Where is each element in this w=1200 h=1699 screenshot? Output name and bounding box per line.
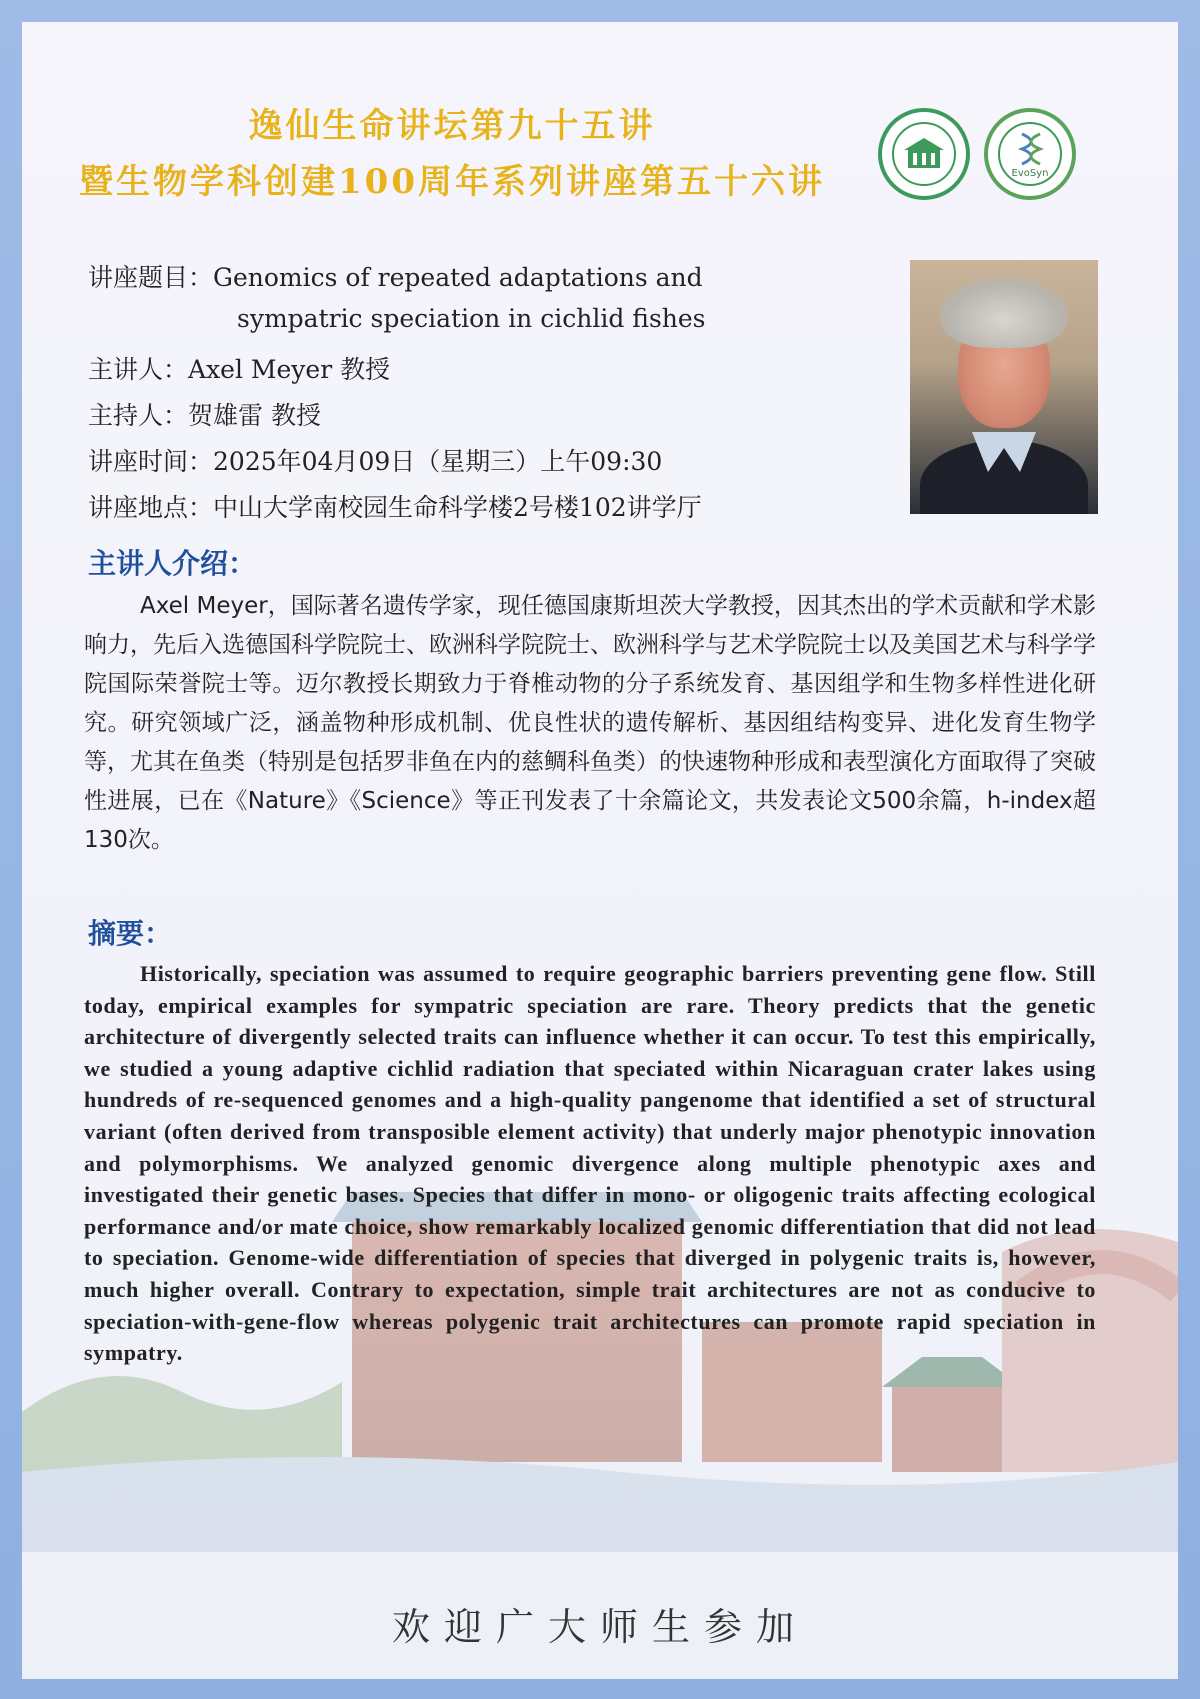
place-value: 中山大学南校园生命科学楼2号楼102讲学厅 (213, 493, 702, 522)
lecture-topic-row-2 (237, 304, 706, 333)
building-icon (904, 138, 944, 170)
place-label: 讲座地点： (88, 493, 214, 522)
speaker-row (88, 350, 390, 386)
photo-hair (940, 278, 1068, 348)
evosyn-center-seal-icon (984, 108, 1076, 200)
host-row (88, 396, 321, 432)
topic-label: 讲座题目： (88, 263, 214, 292)
time-row (88, 442, 662, 478)
topic-line2: sympatric speciation in cichlid fishes (237, 304, 706, 333)
host-value: 贺雄雷 教授 (188, 401, 321, 430)
school-of-life-sciences-seal-icon (878, 108, 970, 200)
speaker-bio-text: Axel Meyer，国际著名遗传学家，现任德国康斯坦茨大学教授，因其杰出的学术贡献和学术影响力，先后入选德国科学院院士、欧洲科学院院士、欧洲科学与艺术学院院士以及美国艺术与科学学院国际荣誉院士等。迈尔教授长期致力于脊椎动物的分子系统发育、基因组学和生物多样性进化研究。研究领域广泛，涵盖物种形成机制、优良性状的遗传解析、基因组结构变异、进化发育生物学等，尤其在鱼类（特别是包括罗非鱼在内的慈鲷科鱼类）的快速物种形成和表型演化方面取得了突破性进展，已在《Nature》《Science》等正刊发表了十余篇论文，共发表论文500余篇，h-index超130次。 (84, 593, 1096, 853)
lecture-series-title: 逸仙生命讲坛第九十五讲 (248, 106, 656, 146)
speaker-label: 主讲人： (88, 355, 189, 384)
topic-line1: Genomics of repeated adaptations and (213, 263, 703, 292)
place-row (88, 488, 702, 524)
host-label: 主持人： (88, 401, 189, 430)
welcome-footer: 欢迎广大师生参加 (391, 1605, 808, 1649)
time-label: 讲座时间： (88, 447, 214, 476)
dna-helix-icon (1018, 132, 1044, 166)
time-value: 2025年04月09日（星期三）上午09:30 (213, 447, 663, 476)
abstract-text: Historically, speciation was assumed to require geographic barriers preventing gene flow. Still today, empirical examples for sympatric speciation are rare. Theory predicts that the genetic architecture of divergently selected traits can influence whether it can occur. To test this empirically, we studied a young adaptive cichlid radiation that speciated within Nicaraguan crater lakes using hundreds of re-sequenced genomes and a high-quality pangenome that identified a set of structural variant (often derived from transposible element activity) that underly major phenotypic innovation and polymorphisms. We analyzed genomic divergence along multiple phenotypic axes and investigated their genetic bases. Species that differ in mono- or oligogenic traits affecting ecological performance and/or mate choice, show remarkably localized genomic differentiation that did not lead to speciation. Genome-wide differentiation of species that diverged in polygenic traits is, however, much higher overall. Contrary to expectation, simple trait architectures are not as conducive to speciation-with-gene-flow whereas polygenic trait architectures can promote rapid speciation in sympatry. (84, 961, 1096, 1366)
lecture-topic-row (88, 258, 703, 294)
speaker-photo (910, 260, 1098, 514)
speaker-intro-heading: 主讲人介绍： (88, 547, 257, 580)
speaker-value: Axel Meyer 教授 (188, 355, 391, 384)
abstract-heading: 摘要： (88, 917, 173, 950)
centennial-series-title: 暨生物学科创建100周年系列讲座第五十六讲 (79, 162, 825, 202)
photo-shirt (920, 440, 1088, 514)
poster (22, 22, 1178, 1679)
evosyn-label: EvoSyn (1011, 168, 1049, 179)
